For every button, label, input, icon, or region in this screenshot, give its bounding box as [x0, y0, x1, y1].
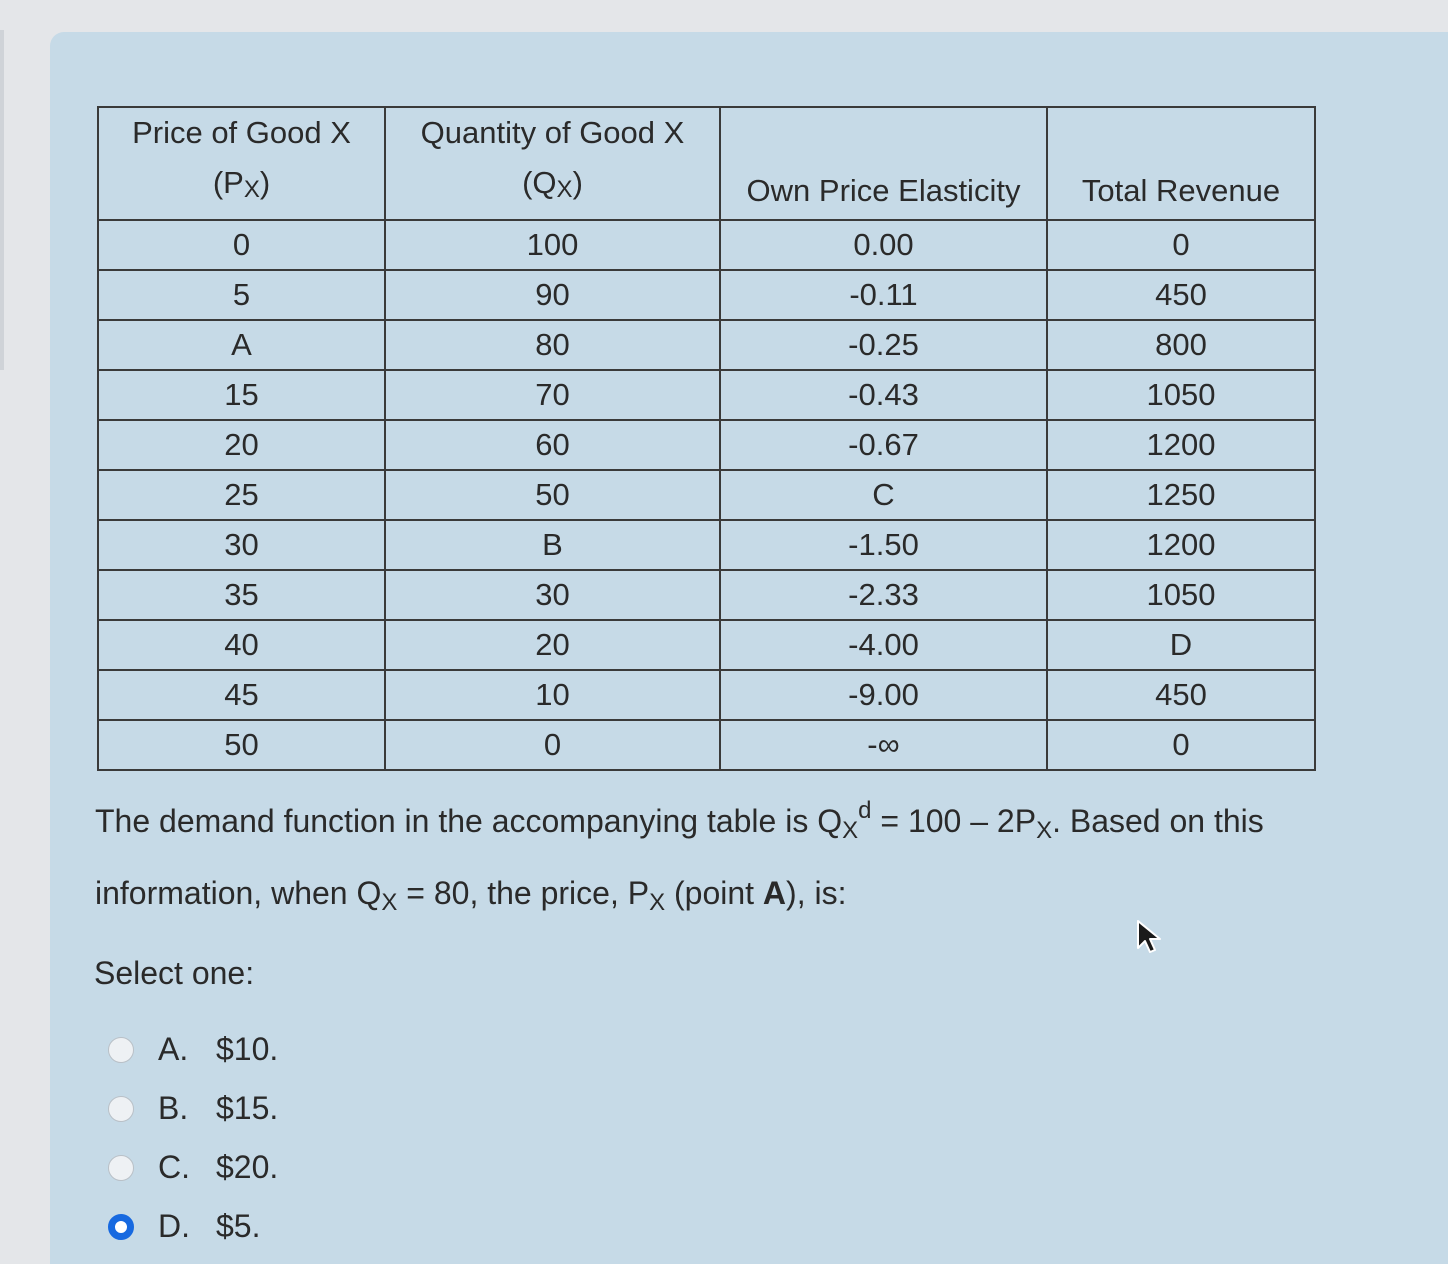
cell-revenue: 1050 — [1047, 370, 1315, 420]
header-price: Price of Good X $(P_X)$ — [98, 107, 385, 220]
radio-unchecked-icon[interactable] — [108, 1155, 134, 1181]
cell-price: 30 — [98, 520, 385, 570]
cell-quantity: 80 — [385, 320, 720, 370]
cell-elasticity: -9.00 — [720, 670, 1047, 720]
table-header-row — [98, 107, 1315, 220]
option-text: $20. — [216, 1149, 279, 1185]
cell-elasticity: -0.25 — [720, 320, 1047, 370]
cell-elasticity: 0.00 — [720, 220, 1047, 270]
cell-elasticity: -∞ — [720, 720, 1047, 770]
cell-price: A — [98, 320, 385, 370]
header-quantity: Quantity of Good X $(Q_X)$ — [385, 107, 720, 220]
cell-revenue: 1200 — [1047, 520, 1315, 570]
option-letter: B. — [158, 1090, 189, 1126]
cell-revenue: 450 — [1047, 270, 1315, 320]
cell-elasticity: -0.11 — [720, 270, 1047, 320]
cell-quantity: 50 — [385, 470, 720, 520]
cell-quantity: 20 — [385, 620, 720, 670]
cell-price: 25 — [98, 470, 385, 520]
cell-elasticity: -1.50 — [720, 520, 1047, 570]
option-text: $10. — [216, 1031, 279, 1067]
cell-revenue: 800 — [1047, 320, 1315, 370]
radio-checked-icon[interactable] — [108, 1214, 134, 1240]
option-a[interactable] — [108, 1020, 278, 1079]
header-total-revenue: Total Revenue — [1047, 107, 1315, 220]
answer-options — [108, 1020, 278, 1256]
cell-quantity: 30 — [385, 570, 720, 620]
cell-price: 15 — [98, 370, 385, 420]
demand-table — [97, 106, 1316, 771]
cell-price: 45 — [98, 670, 385, 720]
option-text: $5. — [216, 1208, 261, 1244]
table-row — [98, 620, 1315, 670]
select-one-label: Select one: — [94, 955, 255, 991]
cell-revenue: 450 — [1047, 670, 1315, 720]
cell-revenue: 1050 — [1047, 570, 1315, 620]
cell-price: 35 — [98, 570, 385, 620]
cell-quantity: 10 — [385, 670, 720, 720]
table-row — [98, 570, 1315, 620]
cell-price: 5 — [98, 270, 385, 320]
left-edge-strip — [0, 30, 4, 370]
cell-revenue: 0 — [1047, 220, 1315, 270]
table-row — [98, 420, 1315, 470]
table-row — [98, 470, 1315, 520]
option-letter: A. — [158, 1031, 189, 1067]
table-row — [98, 520, 1315, 570]
option-b[interactable] — [108, 1079, 278, 1138]
cell-quantity: 0 — [385, 720, 720, 770]
radio-unchecked-icon[interactable] — [108, 1096, 134, 1122]
table-row — [98, 320, 1315, 370]
cell-quantity: 70 — [385, 370, 720, 420]
cell-revenue: 1250 — [1047, 470, 1315, 520]
option-letter: D. — [158, 1208, 190, 1244]
radio-unchecked-icon[interactable] — [108, 1037, 134, 1063]
cell-elasticity: -4.00 — [720, 620, 1047, 670]
table-row — [98, 720, 1315, 770]
cell-revenue: 0 — [1047, 720, 1315, 770]
option-text: $15. — [216, 1090, 279, 1126]
mouse-pointer-icon — [1135, 918, 1165, 958]
table-row — [98, 270, 1315, 320]
table-row — [98, 370, 1315, 420]
cell-price: 0 — [98, 220, 385, 270]
option-letter: C. — [158, 1149, 190, 1185]
table-row — [98, 670, 1315, 720]
cell-revenue: 1200 — [1047, 420, 1315, 470]
cell-quantity: 90 — [385, 270, 720, 320]
option-c[interactable] — [108, 1138, 278, 1197]
cell-elasticity: -0.67 — [720, 420, 1047, 470]
cell-elasticity: -2.33 — [720, 570, 1047, 620]
cell-revenue: D — [1047, 620, 1315, 670]
cell-elasticity: C — [720, 470, 1047, 520]
cell-price: 40 — [98, 620, 385, 670]
cell-quantity: 100 — [385, 220, 720, 270]
question-text: The demand function in the accompanying table is $Q_X^d = 100 - 2P_X$. Based on this information, when $Q_X = 80$, the price, $P_X$ (point A), is: — [95, 797, 1264, 916]
cell-price: 20 — [98, 420, 385, 470]
option-d[interactable] — [108, 1197, 278, 1256]
cell-quantity: B — [385, 520, 720, 570]
cell-elasticity: -0.43 — [720, 370, 1047, 420]
cell-quantity: 60 — [385, 420, 720, 470]
cell-price: 50 — [98, 720, 385, 770]
table-row — [98, 220, 1315, 270]
header-elasticity: Own Price Elasticity — [720, 107, 1047, 220]
